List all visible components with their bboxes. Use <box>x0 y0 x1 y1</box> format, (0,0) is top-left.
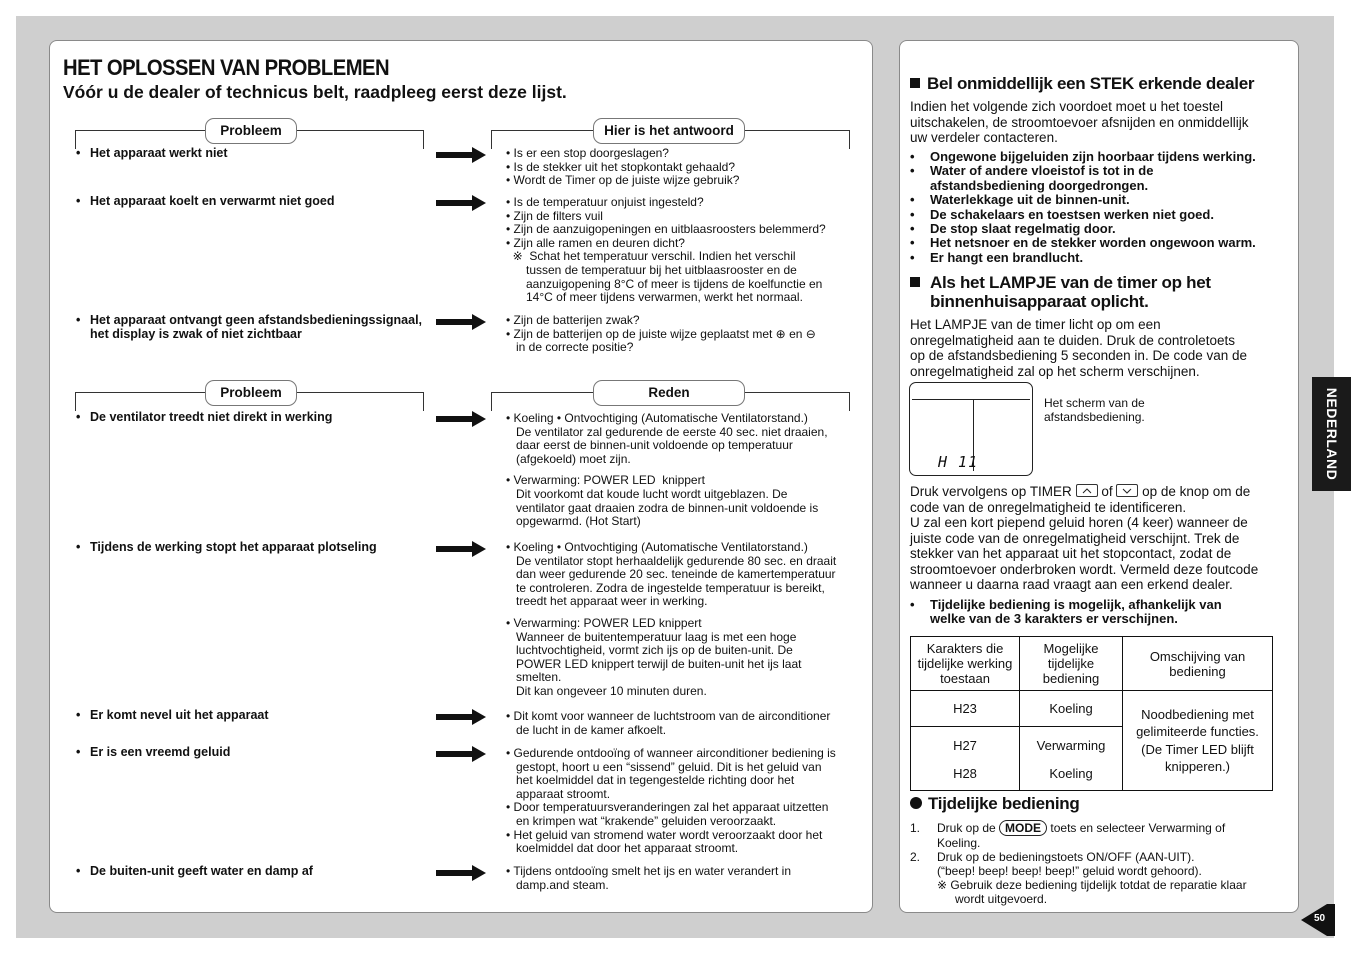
remote-display-illustration <box>909 382 1033 476</box>
dealer-section-title: Bel onmiddellijk een STEK erkende dealer <box>910 74 1254 93</box>
temporary-steps: 1. Druk op de MODE toets en selecteer Verwarming of Koeling. 2. Druk op de bedieningstoets ON/OFF (AAN-UIT). (“beep! beep! beep! beep!” geluid wordt gehoord). ※ Gebruik deze bediening tijdelijk totdat de reparatie klaar wordt uitgevoerd. <box>910 821 1247 906</box>
timer-down-key-icon <box>1116 484 1138 497</box>
arrow-right-icon <box>436 411 486 427</box>
arrow-right-icon <box>436 147 486 163</box>
display-caption: Het scherm van de afstandsbediening. <box>1044 396 1145 424</box>
problem-header-1: Probleem <box>205 118 297 144</box>
dealer-intro: Indien het volgende zich voordoet moet u het toestel uitschakelen, de stroomtoevoer afsnijden en onmiddellijk uw verdeler contacteren. <box>910 99 1249 145</box>
arrow-right-icon <box>436 746 486 762</box>
timer-instructions: Druk vervolgens op TIMER of op de knop om de code van de onregelmatigheid te identificeren. U zal een kort piepend geluid horen (4 keer) wanneer de juiste code van de onregelmatigheid verschijnt. Trek de stekker van het apparaat uit het stopcontact, zodat de stroomtoevoer onderbroken wordt. Vermeld deze foutcode wanneer u daarna raad vraagt aan een erkend dealer. <box>910 484 1259 592</box>
table-header: Karakters die tijdelijke werking toestaan <box>911 637 1020 691</box>
answer-item: • Koeling • Ontvochtiging (Automatische Ventilatorstand.) De ventilator zal gedurende de eerste 40 sec. niet draaien, daar eerst de binnen-unit voldoende op temperatuur (afgekoeld) moet zijn. • Verwarming: POWER LED knippert Dit voorkomt dat koude lucht wordt uitgeblazen. De ventilator gaat draaien zodra de binnen-unit voldoende is opgewarmd. (Hot Start) <box>506 411 828 529</box>
problem-item: • Er komt nevel uit het apparaat <box>76 708 269 722</box>
square-bullet-icon <box>910 78 920 88</box>
answer-item: • Koeling • Ontvochtiging (Automatische Ventilatorstand.) De ventilator stopt herhaaldelijk gedurende 80 sec. en draait dan weer gedurende 20 sec. teneinde de kamertemperatuur te controleren. Zodra de ingestelde temperatuur is bereikt, treedt het apparaat weer in werking. • Verwarming: POWER LED knippert Wanneer de buitentemperatuur laag is met een hoge luchtvochtigheid, vormt zich ijs op de buiten-unit. De POWER LED knippert terwijl de buiten-unit het ijs laat smelten. Dit kan ongeveer 10 minuten duren. <box>506 540 837 698</box>
answer-item: • Is er een stop doorgeslagen? • Is de stekker uit het stopkontakt gehaald? • Wordt de Timer op de juiste wijze gebruik? <box>506 146 740 188</box>
page-title: HET OPLOSSEN VAN PROBLEMEN <box>63 55 390 80</box>
problem-item: • Het apparaat werkt niet <box>76 146 228 160</box>
answer-item: • Dit komt voor wanneer de luchtstroom van de airconditioner de lucht in de kamer afkoelt. <box>506 709 831 737</box>
arrow-right-icon <box>436 541 486 557</box>
page-number: 50 <box>1314 913 1326 924</box>
timer-lamp-text: Het LAMPJE van de timer licht op om een onregelmatigheid aan te duiden. Druk de controletoets op de afstandsbediening 5 seconden in. De code van de onregelmatigheid zal op het scherm verschijnen. <box>910 317 1248 379</box>
reason-header: Reden <box>593 380 745 406</box>
answer-item: • Zijn de batterijen zwak? • Zijn de batterijen op de juiste wijze geplaatst met ⊕ en ⊖ in de correcte positie? <box>506 313 816 355</box>
mode-button-icon: MODE <box>999 820 1047 836</box>
dealer-warning-item: • Er hangt een brandlucht. <box>910 249 1084 265</box>
problem-header-2: Probleem <box>205 380 297 406</box>
dealer-warning-item: • De schakelaars en toestsen werken niet goed. <box>910 206 1214 222</box>
error-code-table <box>910 636 1273 791</box>
table-cell: Koeling <box>1020 691 1123 727</box>
problem-item: • Het apparaat koelt en verwarmt niet goed <box>76 194 335 208</box>
timer-lamp-title: Als het LAMPJE van de timer op het binnenhuisapparaat oplicht. <box>910 273 1211 311</box>
answer-item: • Tijdens ontdooïng smelt het ijs en water verandert in damp.and steam. <box>506 864 792 892</box>
table-cell: Verwarming Koeling <box>1020 727 1123 791</box>
dealer-warning-item: • De stop slaat regelmatig door. <box>910 221 1116 237</box>
problem-item: • De ventilator treedt niet direkt in werking <box>76 410 333 424</box>
dealer-warning-item: • Waterlekkage uit de binnen-unit. <box>910 192 1130 208</box>
table-cell: H23 <box>911 691 1020 727</box>
answer-item: • Gedurende ontdooïng of wanneer airconditioner bediening is gestopt, hoort u een “sissend” geluid. Dit is het geluid van het koelmiddel dat in tegengestelde richting door het apparaat stroomt. • Door temperatuursveranderingen zal het apparaat uitzetten en krimpen wat “krakende” geluiden veroorzaakt. • Het geluid van stromend water wordt veroorzaakt door het koelmiddel dat door het apparaat stroomt. <box>506 746 836 856</box>
page-subtitle: Vóór u de dealer of technicus belt, raadpleeg eerst deze lijst. <box>63 82 567 102</box>
table-cell: H27 H28 <box>911 727 1020 791</box>
table-header: Mogelijke tijdelijke bediening <box>1020 637 1123 691</box>
problem-item: • Tijdens de werking stopt het apparaat plotseling <box>76 540 377 554</box>
circle-bullet-icon <box>910 797 922 809</box>
problem-item: • Er is een vreemd geluid <box>76 745 231 759</box>
arrow-right-icon <box>436 709 486 725</box>
arrow-right-icon <box>436 865 486 881</box>
temporary-operation-title: Tijdelijke bediening <box>910 794 1079 813</box>
temporary-note: • Tijdelijke bediening is mogelijk, afhankelijk van welke van de 3 karakters er verschijnen. <box>910 597 1222 627</box>
dealer-warning-list <box>910 150 1290 265</box>
arrow-right-icon <box>436 314 486 330</box>
dealer-warning-item: afstandsbediening doorgedrongen. <box>930 177 1149 193</box>
timer-up-key-icon <box>1076 484 1098 497</box>
answer-header: Hier is het antwoord <box>593 118 745 144</box>
square-bullet-icon <box>910 277 920 287</box>
problem-item: • Het apparaat ontvangt geen afstandsbedieningssignaal, het display is zwak of niet zichtbaar <box>76 313 423 341</box>
answer-item: • Is de temperatuur onjuist ingesteld? • Zijn de filters vuil • Zijn de aanzuigopeningen en uitblaasroosters belemmerd? • Zijn alle ramen en deuren dicht? ※ Schat het temperatuur verschil. Indien het verschil tussen de temperatuur bij het uitblaasrooster en de aanzuigopening 8°C of meer is tijdens de koelfunctie en 14°C of meer tijdens verwarmen, werkt het normaal. <box>506 195 826 305</box>
dealer-warning-item: • Ongewone bijgeluiden zijn hoorbaar tijdens werking. <box>910 149 1256 164</box>
dealer-warning-item: • Water of andere vloeistof is tot in de <box>910 163 1154 179</box>
table-header: Omschijving van bediening <box>1123 637 1273 691</box>
table-cell: Noodbediening met gelimiteerde functies. (De Timer LED blijft knipperen.) <box>1123 691 1273 791</box>
problem-item: • De buiten-unit geeft water en damp af <box>76 864 313 878</box>
arrow-right-icon <box>436 195 486 211</box>
dealer-warning-item: • Het netsnoer en de stekker worden ongewoon warm. <box>910 235 1256 251</box>
error-code-display: H 11 <box>938 453 979 471</box>
language-tab: NEDERLAND <box>1312 377 1351 491</box>
